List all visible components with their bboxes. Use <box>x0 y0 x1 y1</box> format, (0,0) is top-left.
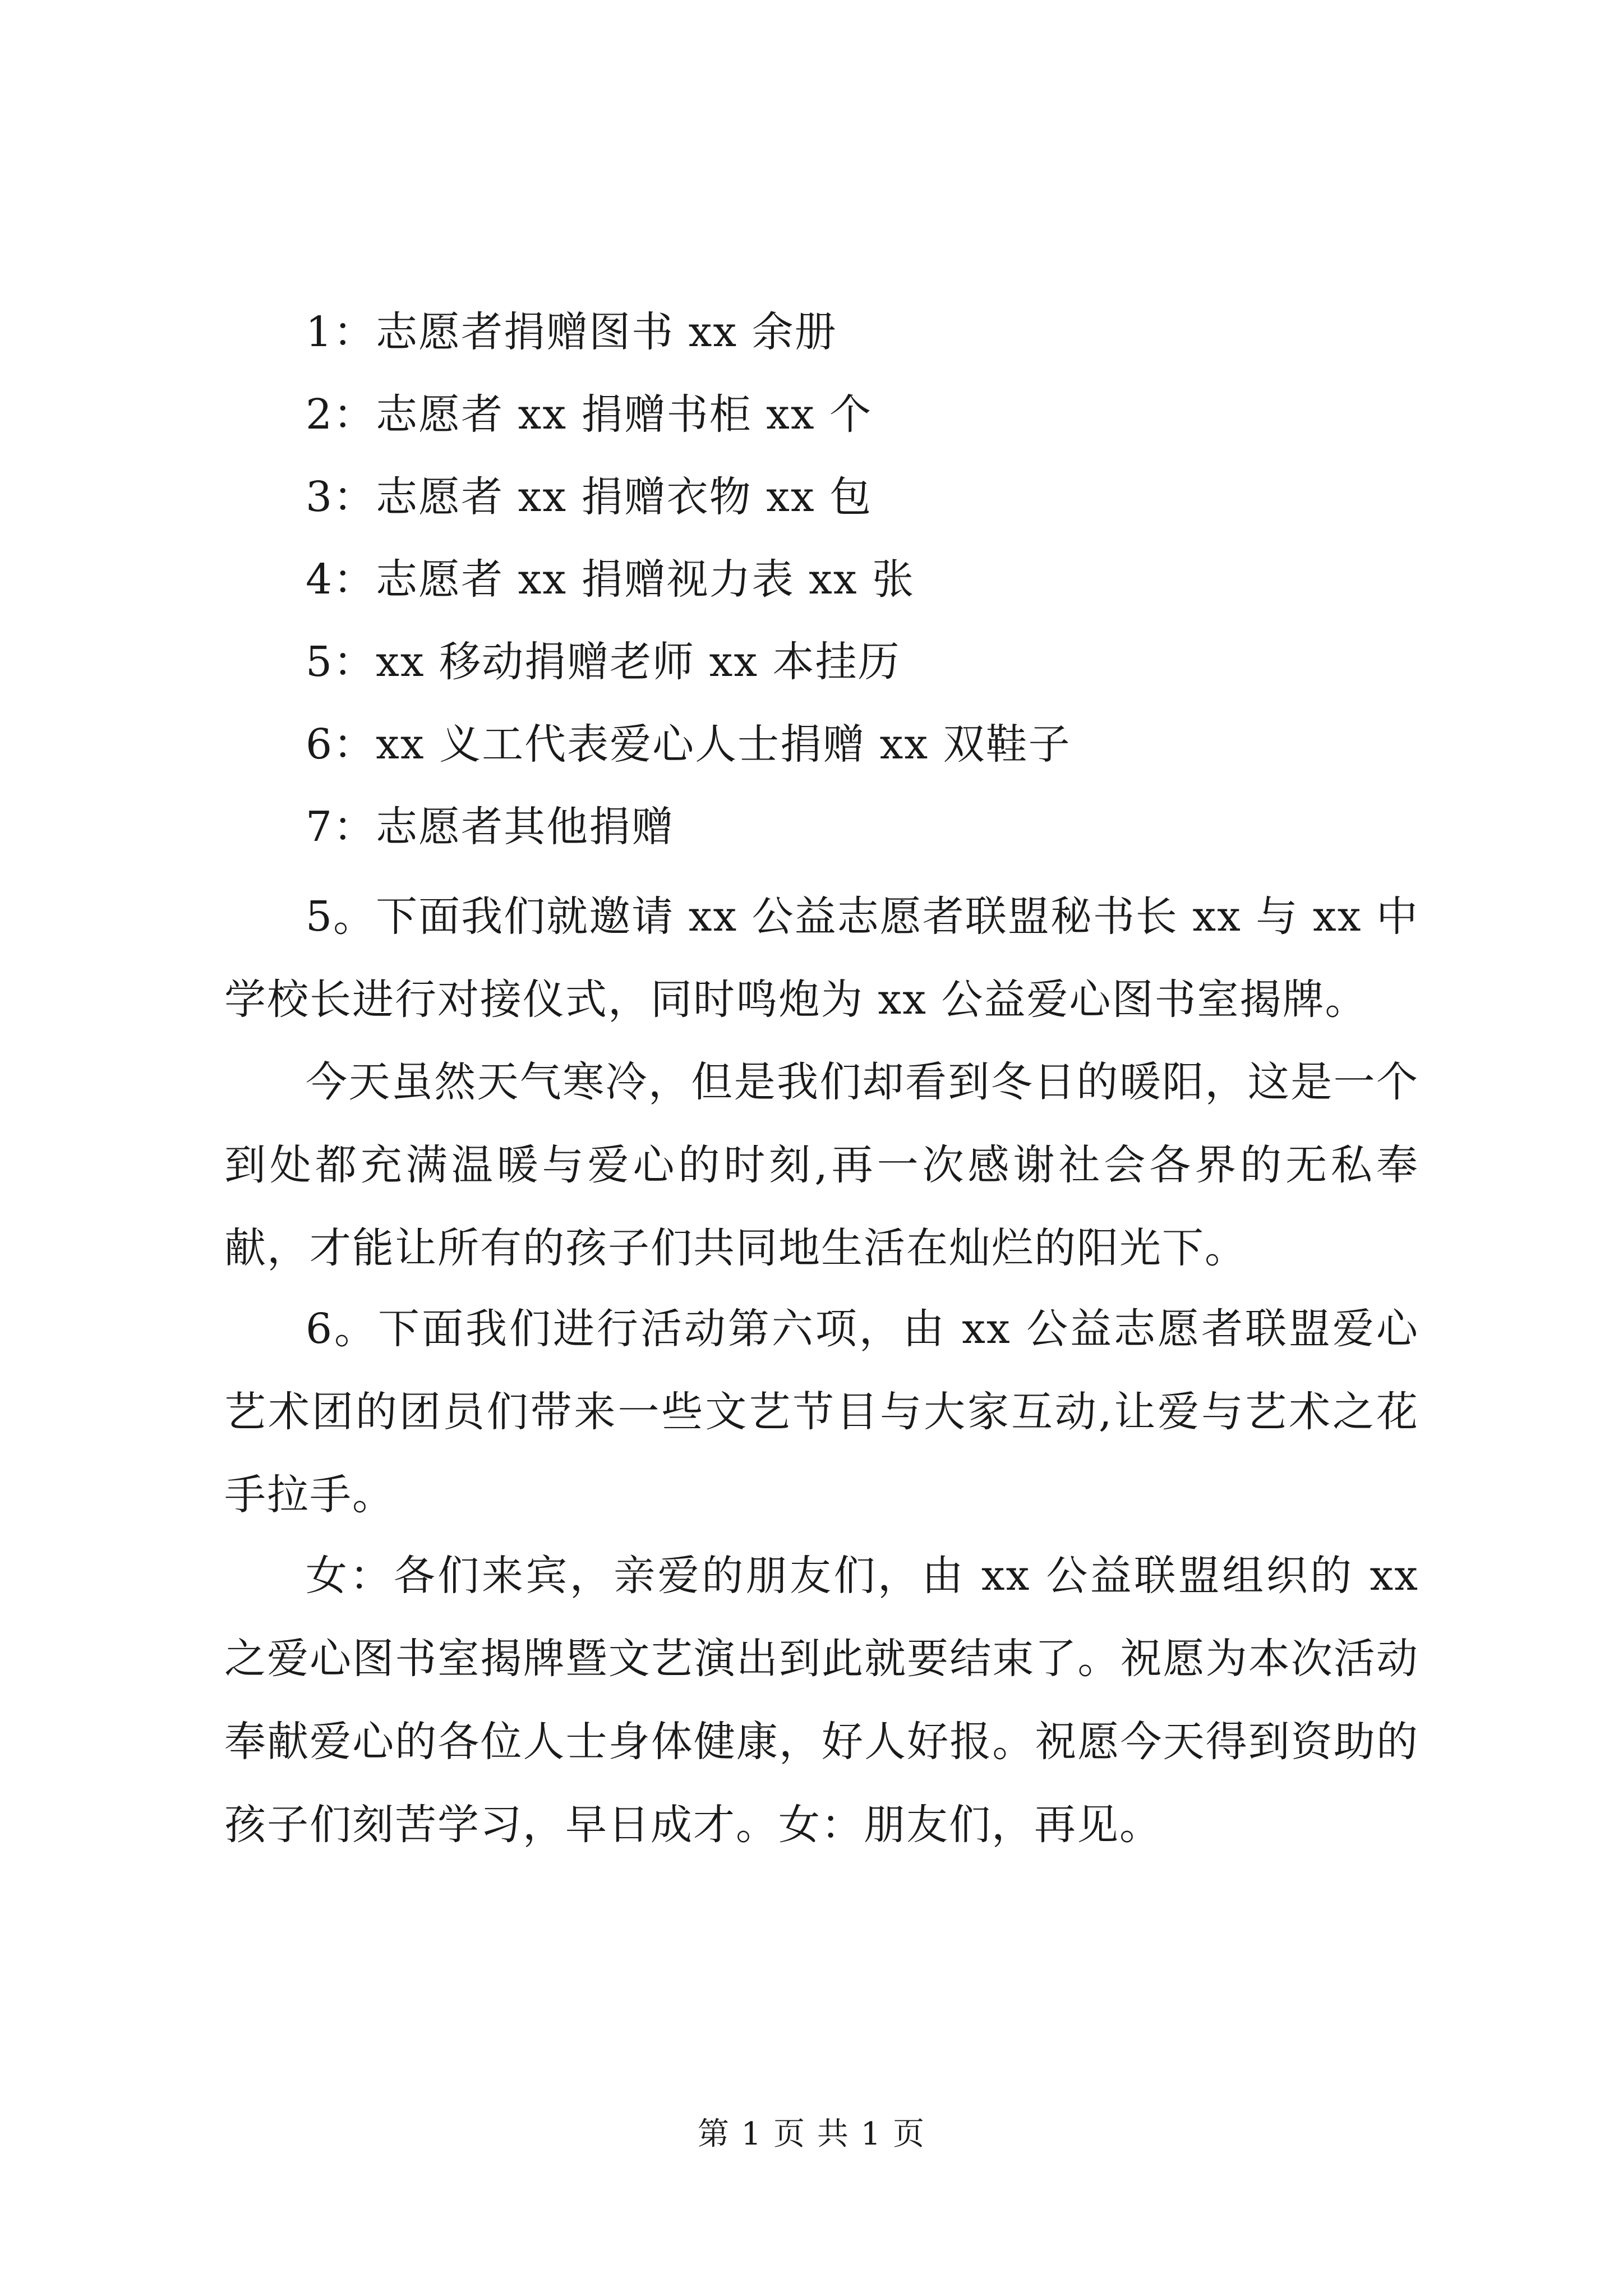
donation-item-6: 6：xx 义工代表爱心人士捐赠 xx 双鞋子 <box>306 720 1071 769</box>
paragraph-closing: 女：各们来宾，亲爱的朋友们，由 xx 公益联盟组织的 xx 之爱心图书室揭牌暨文艺演出到此就要结束了。祝愿为本次活动奉献爱心的各位人士身体健康，好人好报。祝愿今天得到资助的孩子们刻苦学习，早日成才。女：朋友们，再见。 <box>224 1552 1419 1849</box>
donation-item-5: 5：xx 移动捐赠老师 xx 本挂历 <box>306 638 901 686</box>
donation-item-7: 7：志愿者其他捐赠 <box>306 803 675 851</box>
paragraph-thanks: 今天虽然天气寒冷，但是我们却看到冬日的暖阳，这是一个到处都充满温暖与爱心的时刻,再一次感谢社会各界的无私奉献，才能让所有的孩子们共同地生活在灿烂的阳光下。 <box>224 1058 1419 1272</box>
donation-item-4: 4：志愿者 xx 捐赠视力表 xx 张 <box>306 555 915 604</box>
donation-item-2: 2：志愿者 xx 捐赠书柜 xx 个 <box>306 390 873 439</box>
donation-item-1: 1：志愿者捐赠图书 xx 余册 <box>306 308 837 356</box>
page-number-footer: 第 1 页 共 1 页 <box>697 2116 926 2152</box>
paragraph-unveiling: 5。下面我们就邀请 xx 公益志愿者联盟秘书长 xx 与 xx 中学校长进行对接仪式，同时鸣炮为 xx 公益爱心图书室揭牌。 <box>224 892 1419 1024</box>
paragraph-performance: 6。下面我们进行活动第六项，由 xx 公益志愿者联盟爱心艺术团的团员们带来一些文艺节目与大家互动,让爱与艺术之花手拉手。 <box>224 1305 1419 1519</box>
donation-item-3: 3：志愿者 xx 捐赠衣物 xx 包 <box>306 473 873 521</box>
